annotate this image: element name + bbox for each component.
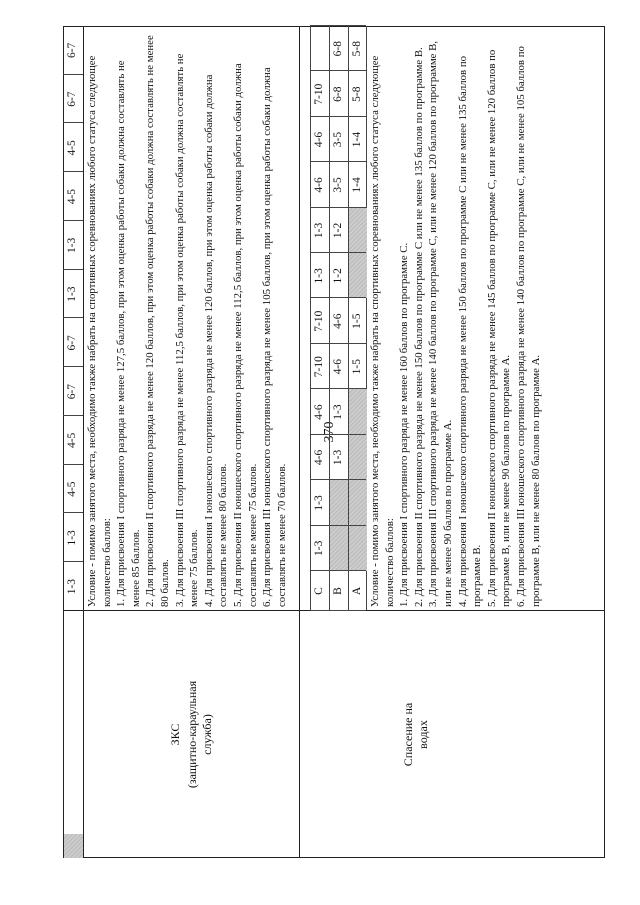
sub-col-line — [310, 161, 366, 162]
header-cell: 1-3 — [66, 286, 79, 302]
grade-label: В — [331, 587, 344, 595]
header-cell: 1-3 — [66, 578, 79, 595]
header-cell: 6-7 — [66, 383, 79, 400]
grade-value-cell: 1-3 — [312, 222, 325, 239]
grade-value-cell: 7-10 — [312, 356, 325, 378]
rescue-conditions — [368, 31, 543, 607]
grade-value-cell: 1-5 — [350, 358, 363, 375]
header-cell: 4-5 — [66, 188, 79, 205]
grade-value-cell: 7-10 — [312, 310, 325, 332]
header-col-line — [63, 171, 83, 172]
grade-value-cell: 4-6 — [312, 404, 325, 420]
grade-value-cell: 7-10 — [312, 83, 325, 105]
header-col-line — [63, 561, 83, 562]
grade-label: С — [312, 587, 325, 595]
rescue-line: 6. Для присвоения III юношеского спортивного разряда не менее 140 баллов по программе С, или не менее 105 баллов по программе В, или не менее 80 баллов по программе А. — [514, 46, 542, 607]
grade-value-cell: 3-5 — [331, 177, 344, 193]
shaded-cell — [349, 480, 367, 525]
header-col-line — [63, 123, 83, 124]
header-cell: 6-7 — [66, 335, 79, 351]
header-col-line — [63, 513, 83, 514]
zks-line: 2. Для присвоения II спортивного разряда не менее 120 баллов, при этом оценка работы собаки должна составлять не менее 80 баллов. — [144, 35, 171, 607]
zks-line: 3. Для присвоения III спортивного разряда не менее 112,5 баллов, при этом оценка работы собаки должна составлять не менее 75 баллов. — [173, 53, 201, 607]
grade-label: А — [350, 586, 363, 596]
grade-value-cell: 4-6 — [331, 313, 344, 329]
zks-line: 6. Для присвоения III юношеского спортивного разряда не менее 105 баллов, при этом оценка работы собаки должна составлять не менее 70 баллов. — [261, 67, 288, 607]
grade-value-cell: 1-3 — [312, 540, 325, 556]
grade-value-cell: 1-2 — [331, 222, 344, 239]
zks-subtitle: (защитно-караульная служба) — [184, 680, 214, 789]
header-cell: 4-5 — [66, 481, 79, 497]
zks-title: ЗКС — [167, 723, 182, 746]
rescue-line: 4. Для присвоения I юношеского спортивного разряда не менее 150 баллов по программе С или не менее 135 баллов по программе В. — [456, 56, 484, 607]
grade-value-cell: 4-6 — [312, 177, 325, 193]
header-shaded-cell — [64, 834, 83, 858]
shaded-cell — [349, 253, 367, 298]
sub-col-line — [310, 434, 366, 435]
sub-col-line — [310, 70, 366, 71]
header-cell: 1-3 — [66, 530, 79, 546]
sub-col-line — [310, 570, 366, 571]
rescue-line: 1. Для присвоения I спортивного разряда не менее 160 баллов по программе С. — [398, 242, 411, 607]
zks-line: 1. Для присвоения I спортивного разряда не менее 127,5 баллов, при этом оценка работы собаки должна составлять не менее 85 баллов. — [115, 60, 142, 607]
header-col-line — [63, 269, 83, 270]
grade-value-cell: 4-6 — [312, 449, 325, 466]
header-col-line — [63, 366, 83, 367]
header-col-line — [63, 220, 83, 221]
zks-label — [83, 611, 299, 858]
grade-value-cell: 6-8 — [331, 41, 344, 57]
grade-value-cell: 3-5 — [331, 131, 344, 148]
grade-value-cell: 6-8 — [331, 86, 344, 102]
shaded-cell — [349, 435, 367, 480]
header-col-line — [63, 415, 83, 416]
shaded-cell — [330, 526, 348, 571]
rescue-line: 5. Для присвоения II юношеского спортивного разряда не менее 145 баллов по программе С, или не менее 120 баллов по программе В, или не менее 90 баллов по программе А. — [485, 49, 513, 607]
sub-col-line — [310, 252, 366, 253]
sub-col-line — [310, 207, 366, 208]
sub-col-line — [310, 525, 366, 526]
header-col-line — [63, 318, 83, 319]
grade-value-cell: 1-5 — [350, 313, 363, 329]
sub-col-line — [310, 388, 366, 389]
rescue-line: 2. Для присвоения II спортивного разряда не менее 150 баллов по программе С или не менее 135 баллов по программе В. — [412, 47, 425, 607]
grade-value-cell: 1-3 — [331, 404, 344, 420]
grade-value-cell: 5-8 — [350, 41, 363, 57]
zks-line: 5. Для присвоения II юношеского спортивного разряда не менее 112,5 баллов, при этом оценка работы собаки должна составлять не менее 75 баллов. — [231, 63, 259, 607]
header-col-line — [63, 74, 83, 75]
rescue-condition: Условие - помимо занятого места, необходимо также набрать на спортивных соревнованиях любого статуса следующее количество баллов: — [369, 55, 396, 607]
header-cell: 6-7 — [66, 42, 79, 59]
sub-col-line — [310, 25, 366, 26]
rescue-line: 3. Для присвоения III спортивного разряда не менее 140 баллов по программе С, или не менее 120 баллов по программе В, или не менее 90 баллов по программе А. — [427, 40, 454, 607]
rescue-title: Спасение на водах — [401, 702, 430, 767]
grade-value-cell: 4-6 — [331, 358, 344, 375]
sub-col-line — [310, 116, 366, 117]
header-cell: 4-5 — [66, 140, 79, 156]
zks-condition: Условие - помимо занятого места, необходимо также набрать на спортивных соревнованиях любого статуса следующее количество баллов: — [86, 55, 113, 607]
header-cell: 4-5 — [66, 432, 79, 449]
sub-col-line — [310, 479, 366, 480]
grade-value-cell: 1-4 — [350, 131, 363, 148]
shaded-cell — [349, 389, 367, 434]
rescue-label — [366, 611, 605, 858]
shaded-cell — [330, 480, 348, 525]
rotated-table — [63, 26, 605, 858]
grade-value-cell: 1-3 — [331, 449, 344, 466]
zks-conditions — [85, 31, 289, 607]
header-cell: 1-3 — [66, 237, 79, 254]
shaded-cell — [349, 208, 367, 253]
shaded-cell — [349, 526, 367, 571]
sub-col-line — [310, 343, 366, 344]
grade-value-cell: 1-4 — [350, 177, 363, 193]
section-divider — [299, 26, 300, 858]
header-cell: 6-7 — [66, 91, 79, 107]
grade-value-cell: 1-3 — [312, 268, 325, 284]
page-number: 370 — [322, 421, 337, 443]
grade-value-cell: 4-6 — [312, 131, 325, 148]
grade-value-cell: 1-3 — [312, 495, 325, 511]
sub-col-line — [310, 298, 366, 299]
grade-value-cell: 5-8 — [350, 86, 363, 102]
grade-value-cell: 1-2 — [331, 268, 344, 284]
header-col-line — [63, 464, 83, 465]
zks-line: 4. Для присвоения I юношеского спортивного разряда не менее 120 баллов, при этом оценка работы собаки должна составлять не менее 80 баллов. — [202, 74, 230, 607]
